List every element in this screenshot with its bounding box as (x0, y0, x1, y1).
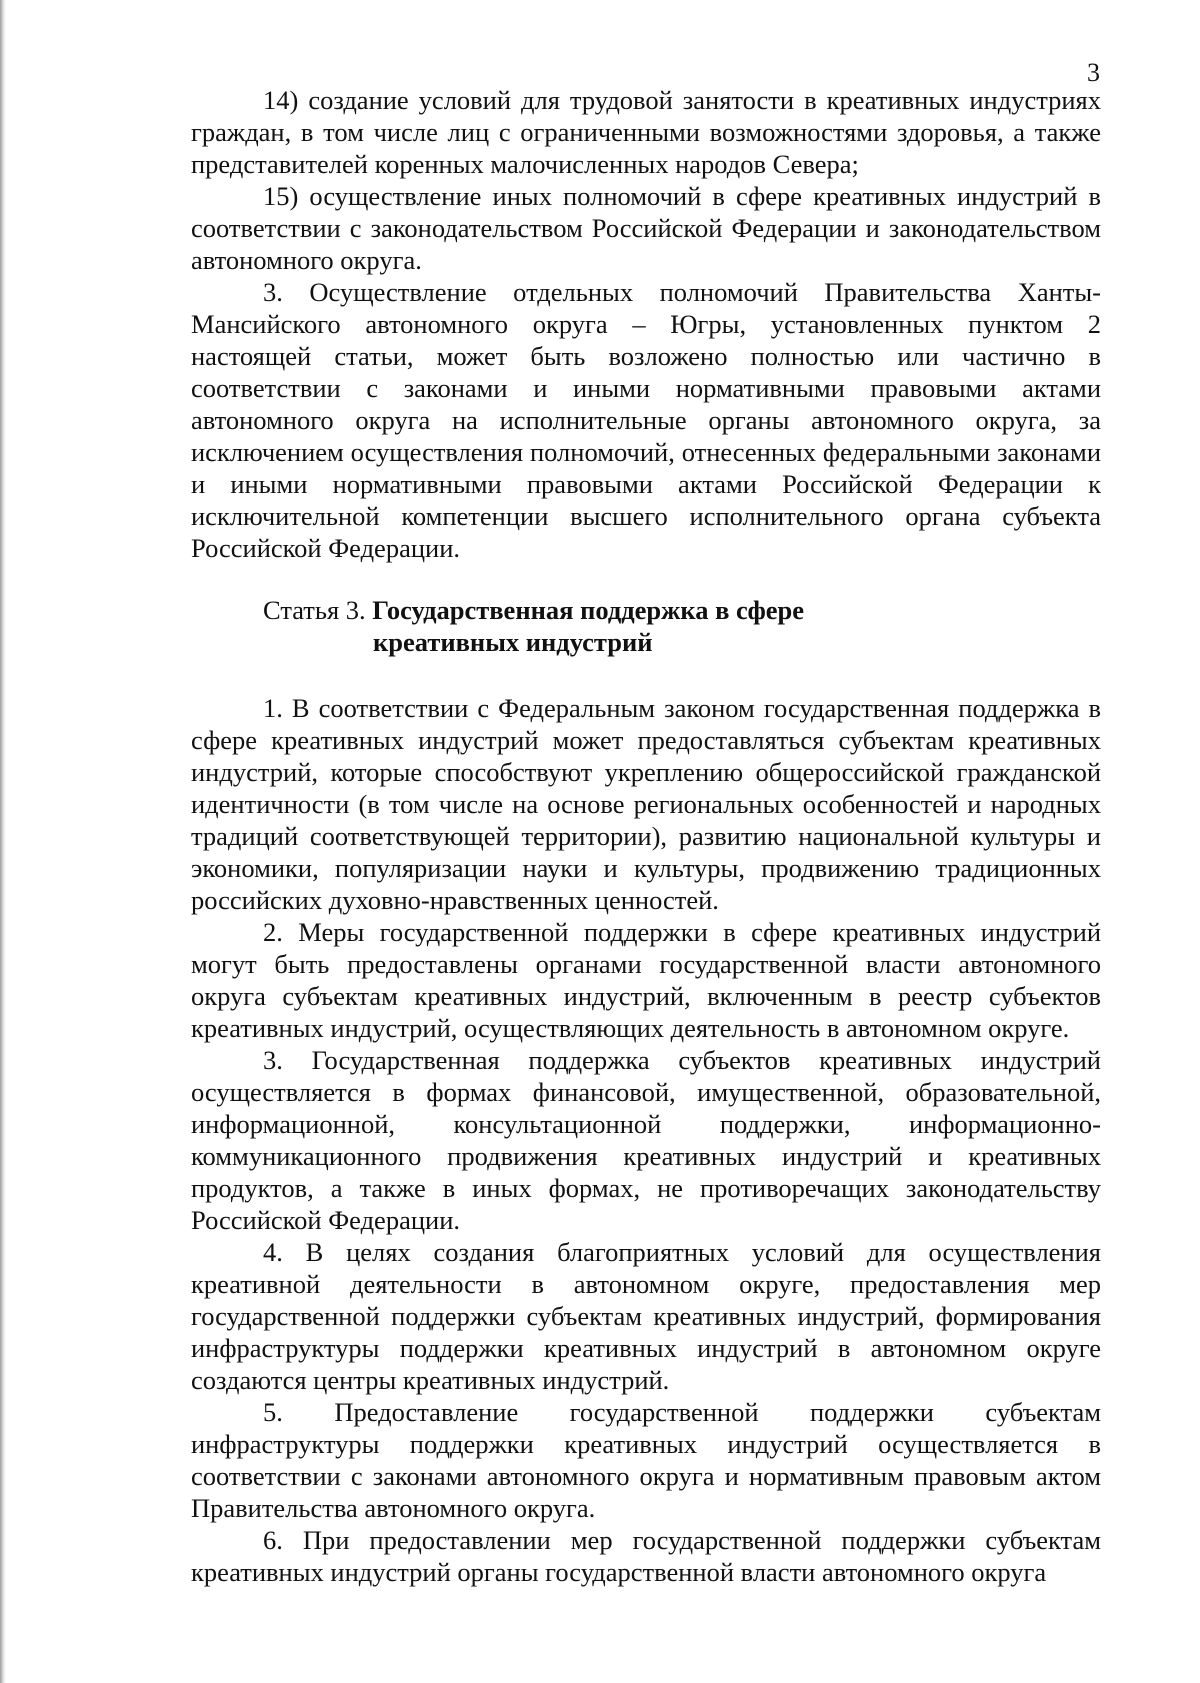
paragraph-article3-clause-2: 2. Меры государственной поддержки в сфере креативных индустрий могут быть предоставлены органами государственной власти автономного округа субъектам креативных индустрий, включенным в реестр субъектов креативных индустрий, осуществляющих деятельность в автономном округе. (191, 917, 1101, 1043)
page-number: 3 (1087, 58, 1100, 87)
paragraph-article3-clause-1: 1. В соответствии с Федеральным законом государственная поддержка в сфере креативных индустрий может предоставляться субъектам креативных индустрий, которые способствуют укреплению общероссийской гражданской идентичности (в том числе на основе региональных особенностей и народных традиций соответствующей территории), развитию национальной культуры и экономики, популяризации науки и культуры, продвижению традиционных российских духовно-нравственных ценностей. (191, 693, 1101, 915)
paragraph-article3-clause-5: 5. Предоставление государственной поддержки субъектам инфраструктуры поддержки креативных индустрий осуществляется в соответствии с законами автономного округа и нормативным правовым актом Правительства автономного округа. (191, 1397, 1101, 1523)
article-heading (191, 594, 1101, 658)
paragraph-item-14: 14) создание условий для трудовой занятости в креативных индустриях граждан, в том числе лиц с ограниченными возможностями здоровья, а также представителей коренных малочисленных народов Севера; (191, 85, 1101, 179)
scan-binding-edge (0, 0, 6, 1683)
paragraph-item-15: 15) осуществление иных полномочий в сфере креативных индустрий в соответствии с законодательством Российской Федерации и законодательством автономного округа. (191, 181, 1101, 275)
article-title-line-1: Государственная поддержка в сфере (372, 595, 805, 625)
paragraph-article3-clause-6: 6. При предоставлении мер государственной поддержки субъектам креативных индустрий органы государственной власти автономного округа (191, 1525, 1101, 1587)
paragraph-clause-3: 3. Осуществление отдельных полномочий Правительства Ханты-Мансийского автономного округа – Югры, установленных пунктом 2 настоящей статьи, может быть возложено полностью или частично в соответствии с законами и иными нормативными правовыми актами автономного округа на исполнительные органы автономного округа, за исключением осуществления полномочий, отнесенных федеральными законами и иными нормативными правовыми актами Российской Федерации к исключительной компетенции высшего исполнительного органа субъекта Российской Федерации. (191, 277, 1101, 563)
paragraph-article3-clause-3: 3. Государственная поддержка субъектов креативных индустрий осуществляется в формах финансовой, имущественной, образовательной, информационной, консультационной поддержки, информационно-коммуникационного продвижения креативных индустрий и креативных продуктов, а также в иных формах, не противоречащих законодательству Российской Федерации. (191, 1045, 1101, 1235)
article-title-line-2: креативных индустрий (373, 627, 653, 657)
article-label: Статья 3. (263, 595, 366, 625)
document-body (191, 84, 1101, 1588)
paragraph-article3-clause-4: 4. В целях создания благоприятных условий для осуществления креативной деятельности в автономном округе, предоставления мер государственной поддержки субъектам креативных индустрий, формирования инфраструктуры поддержки креативных индустрий в автономном округе создаются центры креативных индустрий. (191, 1237, 1101, 1395)
